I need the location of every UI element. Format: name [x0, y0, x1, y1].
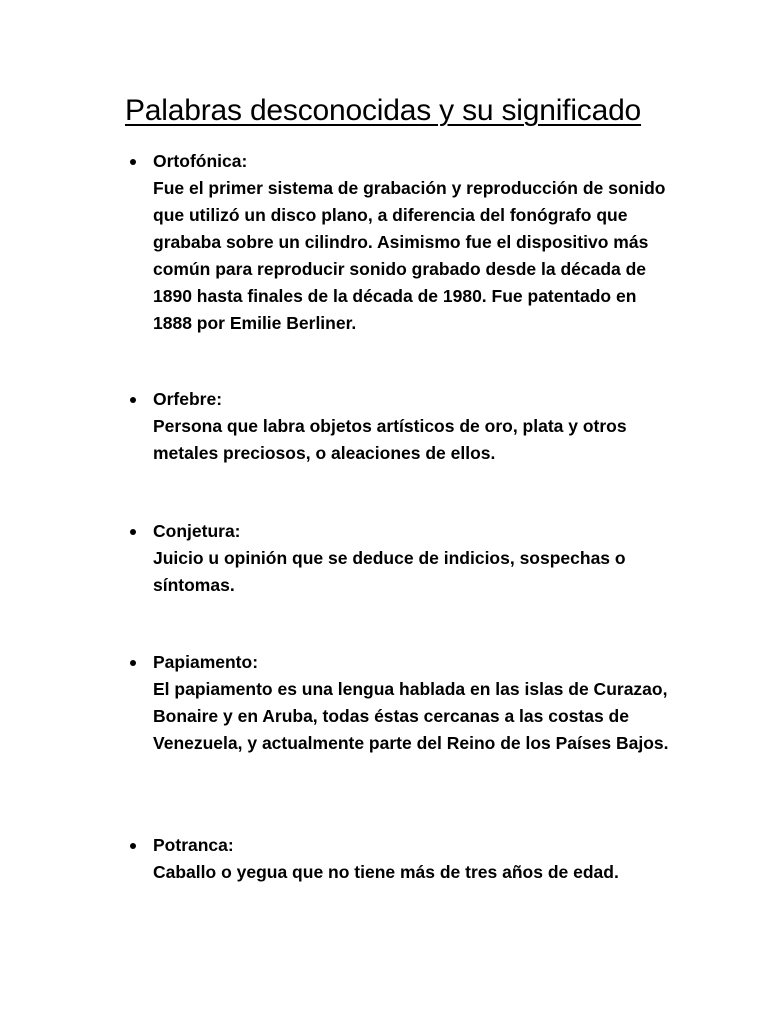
term-label: Potranca: [153, 835, 234, 855]
term-label: Conjetura: [153, 521, 241, 541]
term-definition: Fue el primer sistema de grabación y reproducción de sonido que utilizó un disco plano, a diferencia del fonógrafo que grababa sobre un cilindro. Asimismo fue el dispositivo más común para reproducir sonido grabado desde la década de 1890 hasta finales de la década de 1980. Fue patentado en 1888 por Emilie Berliner. [153, 178, 666, 333]
term-label: Orfebre: [153, 389, 223, 409]
term-definition: El papiamento es una lengua hablada en las islas de Curazao, Bonaire y en Aruba, todas éstas cercanas a las costas de Venezuela, y actualmente parte del Reino de los Países Bajos. [153, 679, 669, 753]
term-definition: Persona que labra objetos artísticos de oro, plata y otros metales preciosos, o aleaciones de ellos. [153, 416, 627, 463]
list-item-orfebre [153, 386, 673, 467]
list-item-ortofonica [153, 148, 673, 337]
term-label: Papiamento: [153, 652, 259, 672]
term-definition: Juicio u opinión que se deduce de indicios, sospechas o síntomas. [153, 548, 626, 595]
list-item-conjetura [153, 518, 673, 599]
list-item-papiamento [153, 649, 673, 757]
term-label: Ortofónica: [153, 151, 248, 171]
page-title: Palabras desconocidas y su significado [125, 94, 642, 127]
list-item-potranca [153, 832, 673, 886]
term-definition: Caballo o yegua que no tiene más de tres años de edad. [153, 862, 619, 882]
